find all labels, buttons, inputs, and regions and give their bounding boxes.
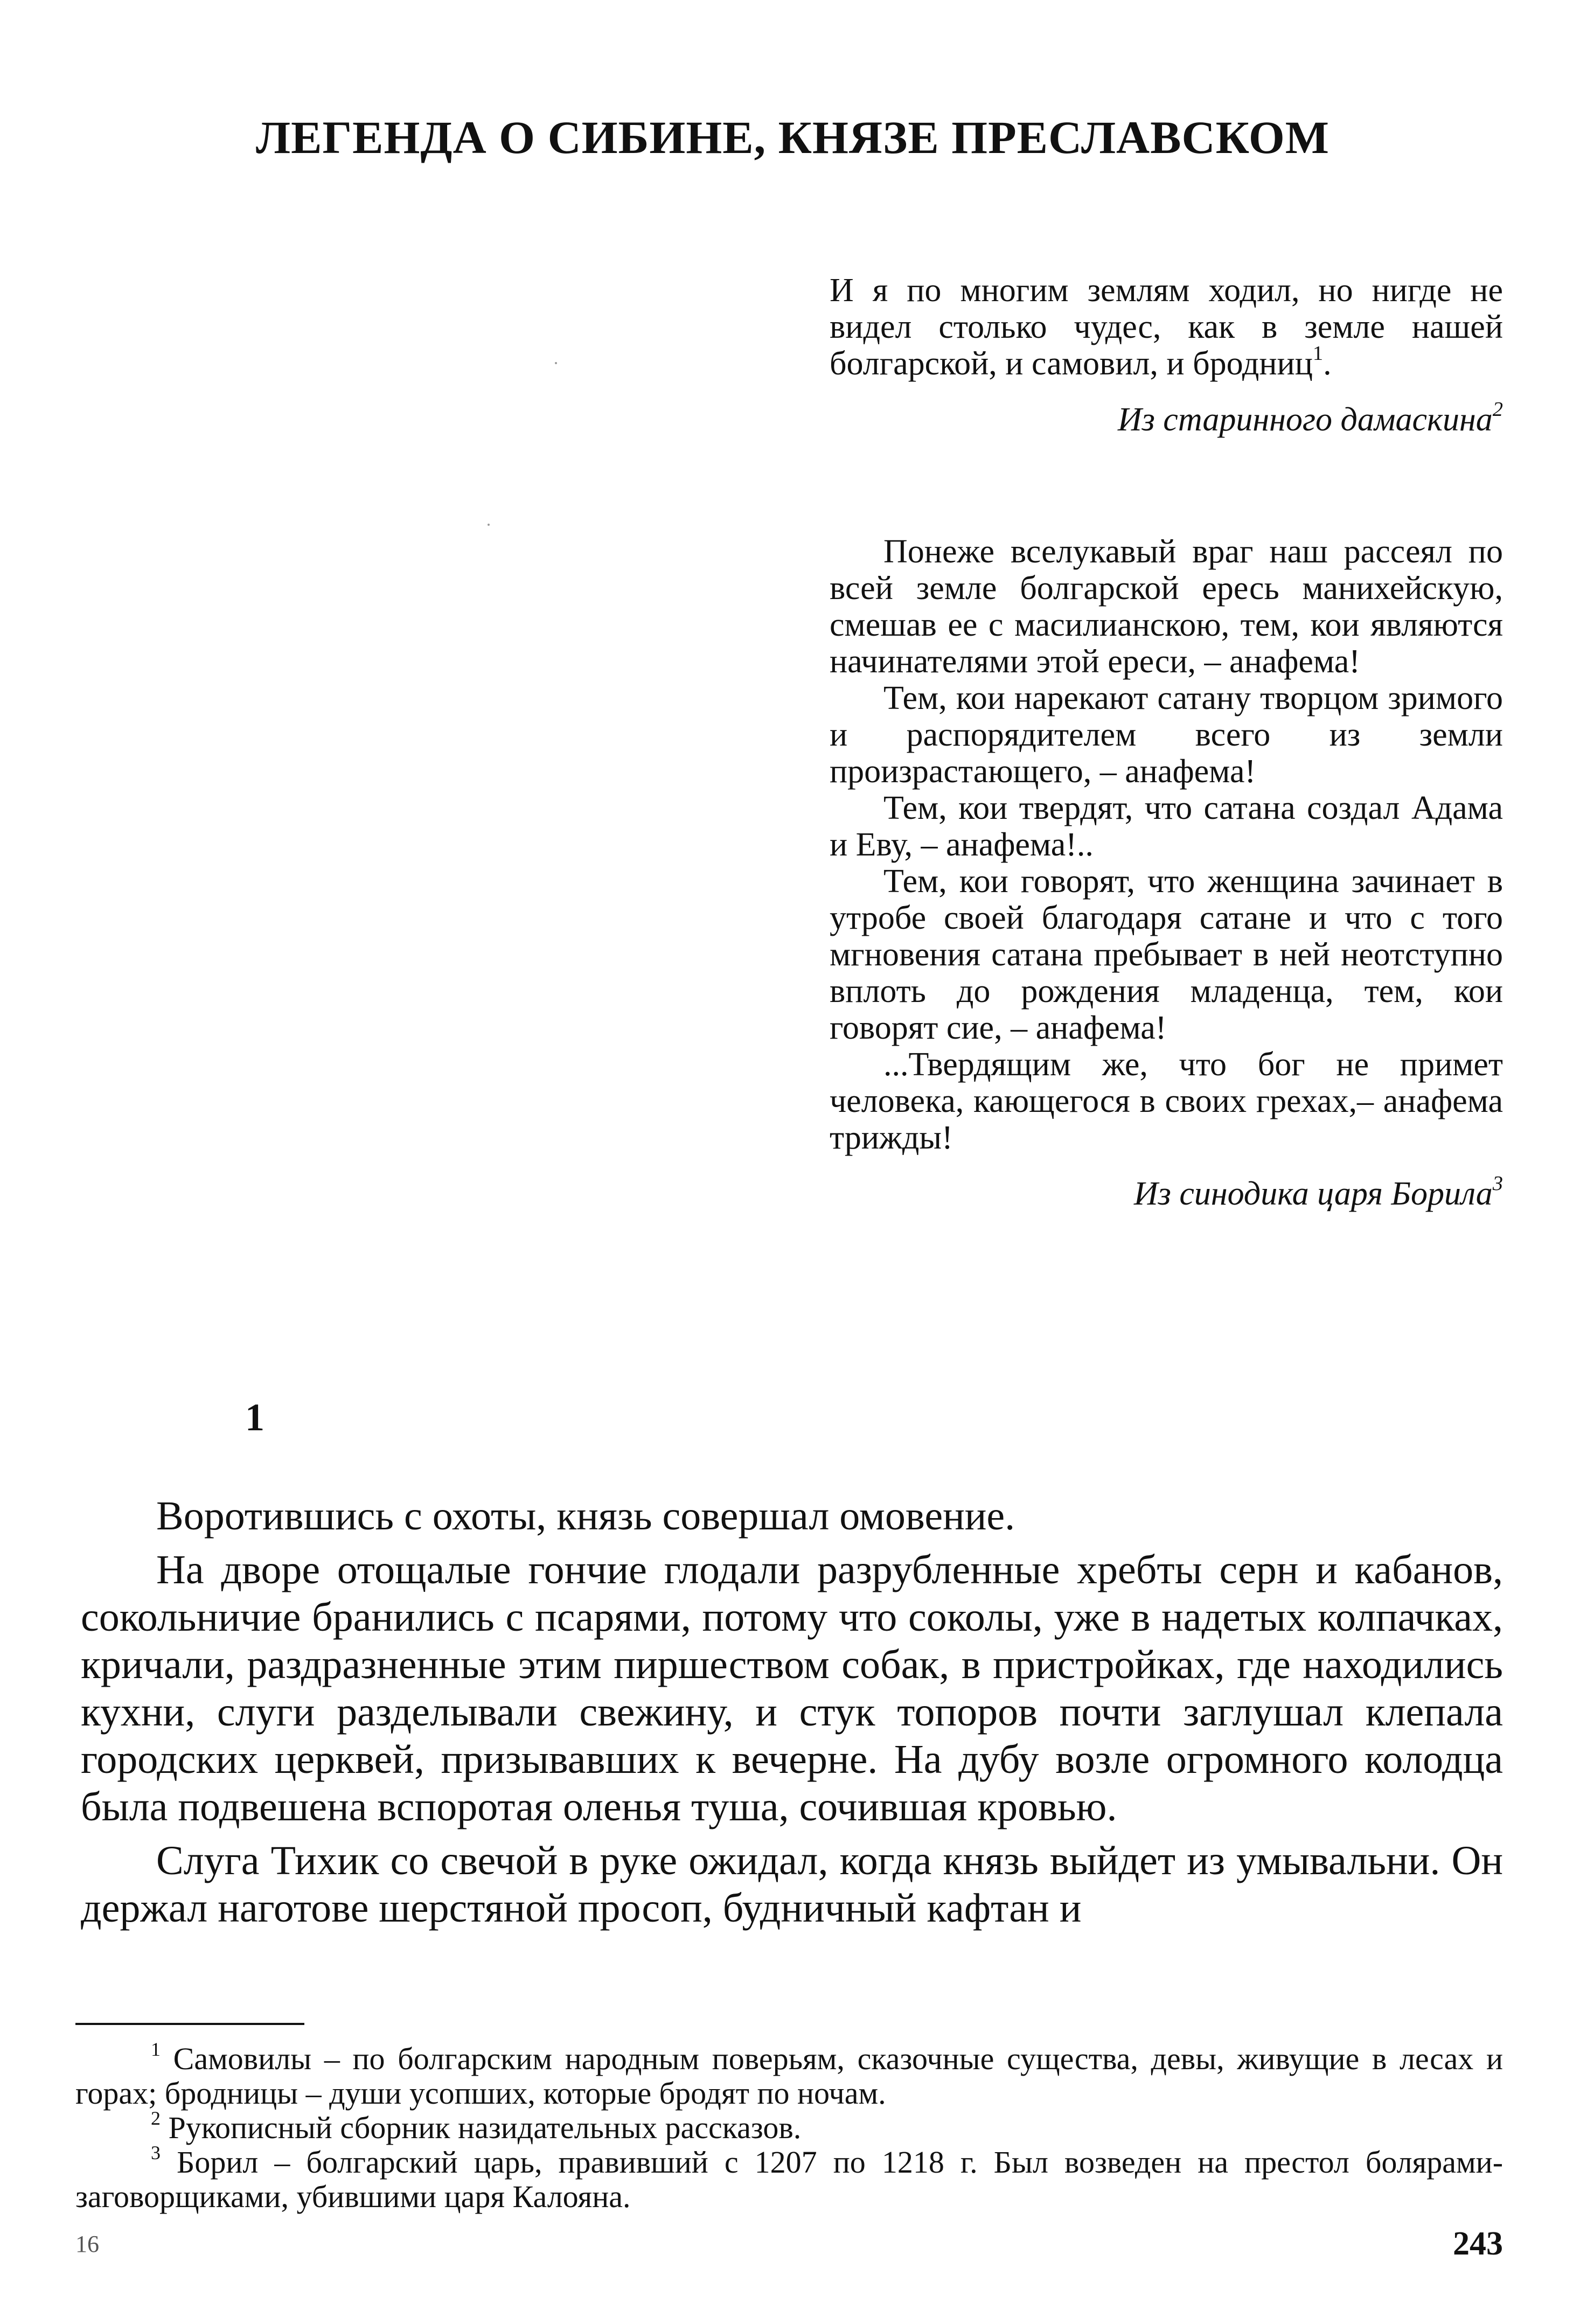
epigraph-2 — [830, 533, 1503, 1212]
print-speck — [488, 524, 490, 526]
footnote-ref-3: 3 — [1492, 1172, 1503, 1195]
epigraph-1-source: Из старинного дамаскина$^2$ — [1117, 398, 1503, 438]
body-paragraph: Слуга Тихик со свечой в руке ожидал, когда князь выйдет из умывальни. Он держал наготове шерстяной просоп, будничный кафтан и — [81, 1838, 1503, 1931]
print-speck — [555, 362, 557, 364]
footnote-divider — [75, 2023, 304, 2025]
epigraph-2-paragraph: Тем, кои говорят, что женщина зачинает в утробе своей благодаря сатане и что с того мгновения сатана пребывает в ней неотступно вплоть до рождения младенца, тем, кои говорят сие, – анафема! — [830, 863, 1503, 1046]
page-number: 243 — [1453, 2225, 1503, 2262]
epigraph-2-source: Из синодика царя Борила$^3$ — [1133, 1172, 1503, 1212]
footnote: $^3$ Борил – болгарский царь, правивший с 1207 по 1218 г. Был возведен на престол болярами-заговорщиками, убившими царя Калояна. — [75, 2141, 1504, 2214]
epigraph-2-paragraph: Тем, кои твердят, что сатана создал Адама и Еву, – анафема!.. — [830, 790, 1503, 863]
footnote: $^2$ Рукописный сборник назидательных рассказов. — [151, 2107, 802, 2145]
printer-signature-mark: 16 — [75, 2231, 99, 2257]
footnote: $^1$ Самовилы – по болгарским народным поверьям, сказочные существа, девы, живущие в лесах и горах; бродницы – души усопших, которые бродят по ночам. — [75, 2038, 1504, 2111]
footnotes — [75, 2038, 1504, 2214]
epigraph-2-paragraph: Понеже вселукавый враг наш рассеял по всей земле болгарской ересь манихейскую, смешав ее с масилианскою, тем, кои являются начинателями этой ереси, – анафема! — [830, 533, 1503, 680]
chapter-title: ЛЕГЕНДА О СИБИНЕ, КНЯЗЕ ПРЕСЛАВСКОМ — [256, 111, 1330, 163]
body-text — [81, 1492, 1503, 1938]
chapter-number: 1 — [245, 1396, 265, 1439]
footnote-ref-2: 2 — [1492, 398, 1503, 421]
epigraph-1-text: И я по многим землям ходил, но нигде не видел столько чудес, как в земле нашей болгарской, и самовил, и бродниц$^1$. — [830, 272, 1503, 382]
epigraph-2-paragraph: ...Твердящим же, что бог не примет человека, кающегося в своих грехах,– анафема трижды! — [830, 1046, 1503, 1156]
epigraph-1 — [830, 272, 1503, 438]
body-paragraph: Воротившись с охоты, князь совершал омовение. — [156, 1493, 1015, 1539]
body-paragraph: На дворе отощалые гончие глодали разрубленные хребты серн и кабанов, сокольничие бранились с псарями, потому что соколы, уже в надетых колпачках, кричали, раздразненные этим пиршеством собак, в пристройках, где находились кухни, слуги разделывали свежину, и стук топоров почти заглушал клепала городских церквей, призывавших к вечерне. На дубу возле огромного колодца была подвешена вспоротая оленья туша, сочившая кровью. — [81, 1547, 1503, 1829]
epigraph-2-paragraph: Тем, кои нарекают сатану творцом зримого и распорядителем всего из земли произрастающего, – анафема! — [830, 680, 1503, 790]
footnote-ref-1: 1 — [1312, 342, 1324, 365]
